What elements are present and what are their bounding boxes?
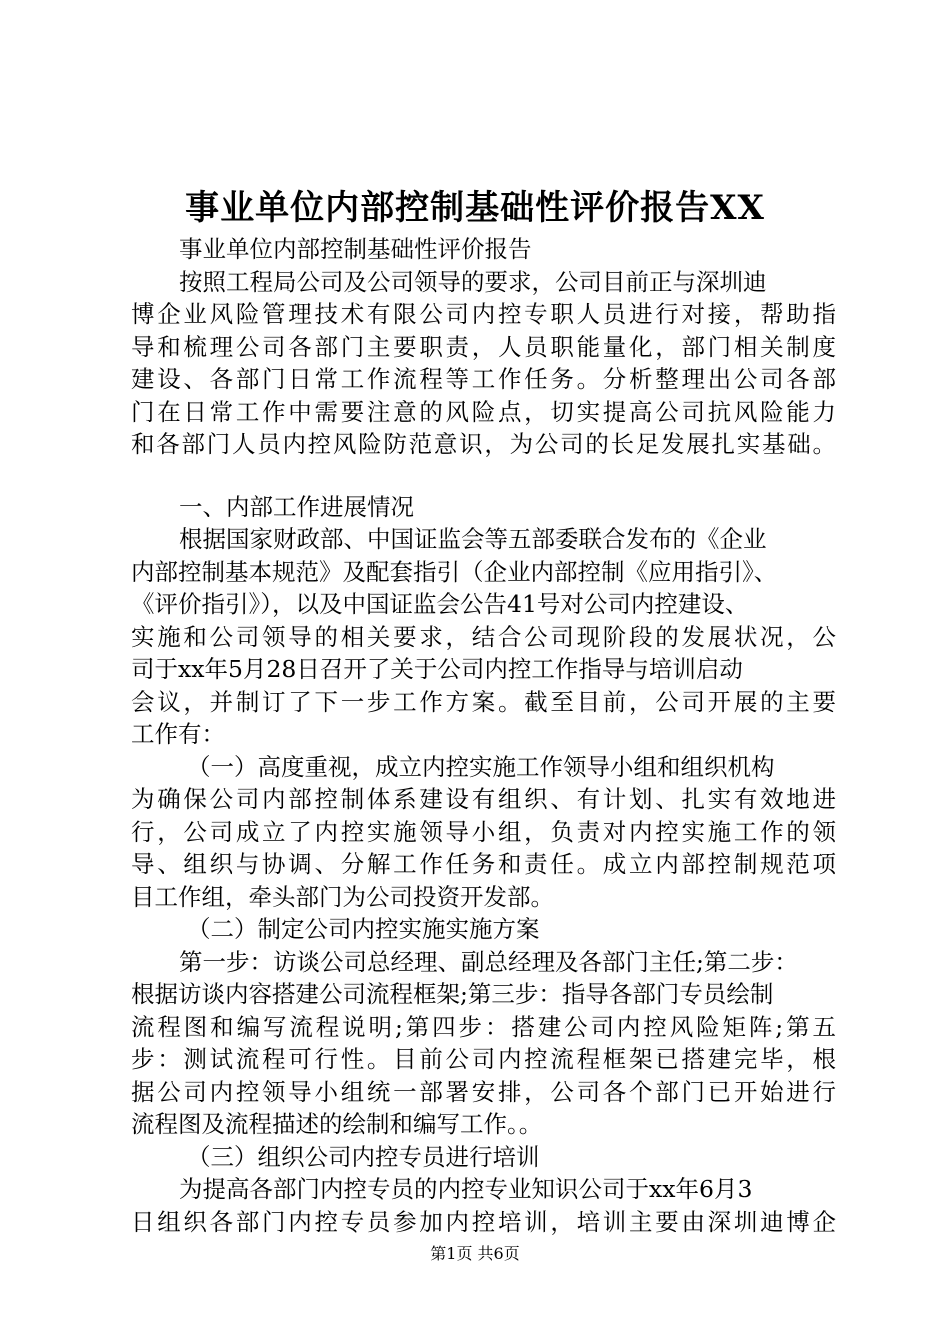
- paragraph-line: 内部控制基本规范》及配套指引（企业内部控制《应用指引》、: [131, 557, 778, 586]
- paragraph-line: 流程图及流程描述的绘制和编写工作。。: [131, 1110, 543, 1138]
- subsection-heading: （二）制定公司内控实施实施方案: [187, 915, 540, 943]
- paragraph-line: 导、组织与协调、分解工作任务和责任。成立内部控制规范项: [131, 850, 836, 878]
- paragraph-line: 根据国家财政部、中国证监会等五部委联合发布的《企业: [179, 525, 767, 553]
- paragraph-line: 为提高各部门内控专员的内控专业知识公司于xx年6月3: [179, 1175, 753, 1203]
- paragraph-line: 日组织各部门内控专员参加内控培训，培训主要由深圳迪博企: [131, 1207, 836, 1236]
- paragraph-line: 步：测试流程可行性。目前公司内控流程框架已搭建完毕，根: [131, 1045, 836, 1073]
- paragraph-line: 按照工程局公司及公司领导的要求，公司目前正与深圳迪: [179, 267, 767, 296]
- paragraph-line: 行，公司成立了内控实施领导小组，负责对内控实施工作的领: [131, 817, 836, 846]
- subsection-heading: （一）高度重视，成立内控实施工作领导小组和组织机构: [187, 752, 775, 781]
- subsection-heading: （三）组织公司内控专员进行培训: [187, 1142, 540, 1171]
- paragraph-line: 会议，并制订了下一步工作方案。截至目前，公司开展的主要: [131, 687, 836, 716]
- section-heading: 一、内部工作进展情况: [179, 492, 414, 521]
- paragraph-line: 实施和公司领导的相关要求，结合公司现阶段的发展状况，公: [131, 622, 836, 651]
- paragraph-line: 导和梳理公司各部门主要职责，人员职能量化，部门相关制度: [131, 332, 836, 361]
- paragraph-line: 建设、各部门日常工作流程等工作任务。分析整理出公司各部: [131, 365, 836, 393]
- paragraph-line: 目工作组，牵头部门为公司投资开发部。: [131, 882, 554, 911]
- paragraph-line: 《评价指引》），以及中国证监会公告41号对公司内控建设、: [131, 590, 749, 618]
- paragraph-line: 司于xx年5月28日召开了关于公司内控工作指导与培训启动: [131, 655, 743, 683]
- blank-line: [131, 461, 836, 491]
- paragraph-line: 根据访谈内容搭建公司流程框架;第三步：指导各部门专员绘制: [131, 980, 774, 1008]
- paragraph-line: 第一步：访谈公司总经理、副总经理及各部门主任;第二步：: [179, 947, 798, 976]
- paragraph-line: 工作有：: [131, 720, 225, 748]
- paragraph-line: 为确保公司内部控制体系建设有组织、有计划、扎实有效地进: [131, 785, 836, 813]
- document-title: 事业单位内部控制基础性评价报告XX: [185, 188, 765, 228]
- paragraph-line: 据公司内控领导小组统一部署安排，公司各个部门已开始进行: [131, 1077, 836, 1106]
- paragraph-line: 门在日常工作中需要注意的风险点，切实提高公司抗风险能力: [131, 397, 836, 426]
- paragraph-line: 博企业风险管理技术有限公司内控专职人员进行对接，帮助指: [131, 300, 836, 328]
- subtitle-line: 事业单位内部控制基础性评价报告: [179, 235, 532, 263]
- document-body: [131, 233, 836, 1238]
- paragraph-line: 和各部门人员内控风险防范意识，为公司的长足发展扎实基础。: [131, 430, 836, 458]
- paragraph-line: 流程图和编写流程说明;第四步：搭建公司内控风险矩阵;第五: [131, 1012, 836, 1041]
- page-footer: 第1页 共6页: [430, 1244, 520, 1263]
